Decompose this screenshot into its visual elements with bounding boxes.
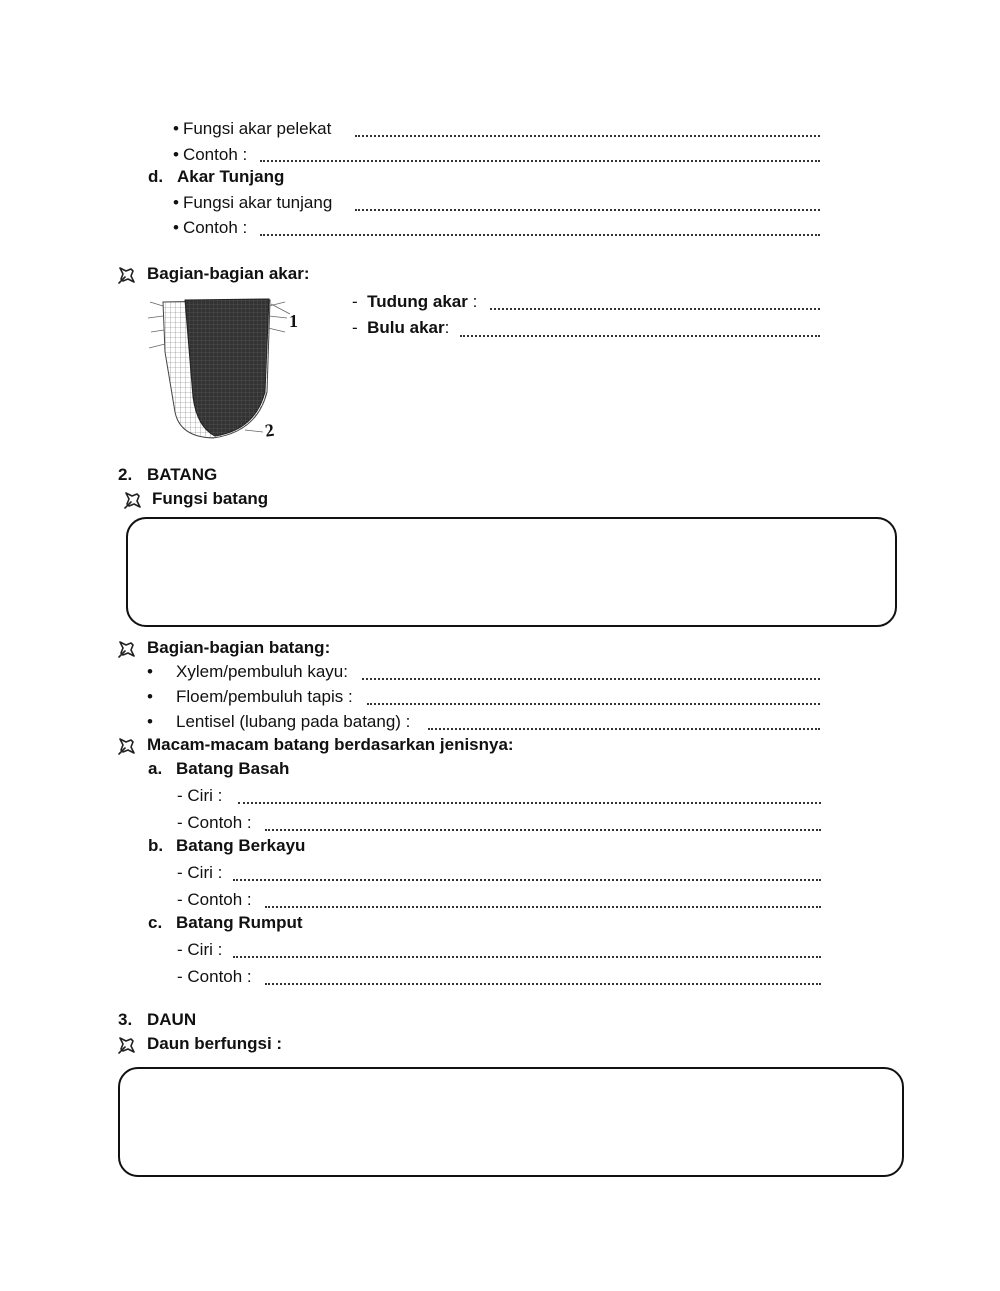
fungsi-batang-answer-box[interactable] [126,517,897,627]
pushpin-icon [117,1035,137,1055]
batang-basah-contoh-field[interactable] [265,829,821,831]
batang-rumput-title: Batang Rumput [176,913,303,932]
macam-batang-heading: Macam-macam batang berdasarkan jenisnya: [147,735,514,754]
root-diagram [145,292,315,447]
batang-number: 2. [118,465,133,484]
batang-berkayu-contoh-field[interactable] [265,906,821,908]
batang-rumput-ciri-field[interactable] [233,956,821,958]
fungsi-akar-pelekat-label: • Fungsi akar pelekat [173,119,331,139]
contoh-pelekat-label: • Contoh : [173,145,247,165]
bullet-icon: • [147,687,153,706]
batang-basah-title: Batang Basah [176,759,290,778]
fungsi-batang-heading: Fungsi batang [152,489,269,508]
floem-label: Floem/pembuluh tapis : [176,687,353,706]
batang-basah-ciri-field[interactable] [238,802,821,804]
batang-basah-contoh-label: - Contoh : [177,813,252,832]
bagian-akar-heading: Bagian-bagian akar: [147,264,310,283]
tudung-akar-field[interactable] [490,308,820,310]
batang-berkayu-title: Batang Berkayu [176,836,306,855]
batang-basah-ciri-label: - Ciri : [177,786,223,805]
tudung-akar-label: - Tudung akar : [352,292,478,311]
fungsi-akar-tunjang-field[interactable] [355,209,820,211]
batang-berkayu-ciri-label: - Ciri : [177,863,223,882]
fungsi-akar-tunjang-label: • Fungsi akar tunjang [173,193,332,213]
akar-tunjang-letter: d. [148,167,164,186]
batang-berkayu-letter: b. [148,836,164,855]
batang-title: BATANG [147,465,218,484]
lentisel-label: Lentisel (lubang pada batang) : [176,712,411,731]
bullet-icon: • [147,662,153,681]
batang-rumput-letter: c. [148,913,163,932]
root-label-1: 1 [289,311,298,331]
xylem-label: Xylem/pembuluh kayu: [176,662,348,681]
pushpin-icon [117,736,137,756]
contoh-tunjang-field[interactable] [260,234,820,236]
daun-title: DAUN [147,1010,197,1029]
batang-berkayu-contoh-label: - Contoh : [177,890,252,909]
batang-basah-letter: a. [148,759,163,778]
bulu-akar-field[interactable] [460,335,820,337]
fungsi-akar-pelekat-field[interactable] [355,135,820,137]
bagian-batang-heading: Bagian-bagian batang: [147,638,331,657]
pushpin-icon [117,639,137,659]
akar-tunjang-title: Akar Tunjang [177,167,285,186]
daun-fungsi-heading: Daun berfungsi : [147,1034,283,1053]
floem-field[interactable] [367,703,820,705]
daun-number: 3. [118,1010,133,1029]
batang-berkayu-ciri-field[interactable] [233,879,821,881]
batang-rumput-contoh-label: - Contoh : [177,967,252,986]
contoh-pelekat-field[interactable] [260,160,820,162]
bulu-akar-label: - Bulu akar: [352,318,450,337]
batang-rumput-ciri-label: - Ciri : [177,940,223,959]
bullet-icon: • [147,712,153,731]
batang-rumput-contoh-field[interactable] [265,983,821,985]
pushpin-icon [123,490,143,510]
contoh-tunjang-label: • Contoh : [173,218,247,238]
daun-fungsi-answer-box[interactable] [118,1067,904,1177]
lentisel-field[interactable] [428,728,820,730]
root-label-2: 2 [263,419,276,441]
pushpin-icon [117,265,137,285]
xylem-field[interactable] [362,678,820,680]
